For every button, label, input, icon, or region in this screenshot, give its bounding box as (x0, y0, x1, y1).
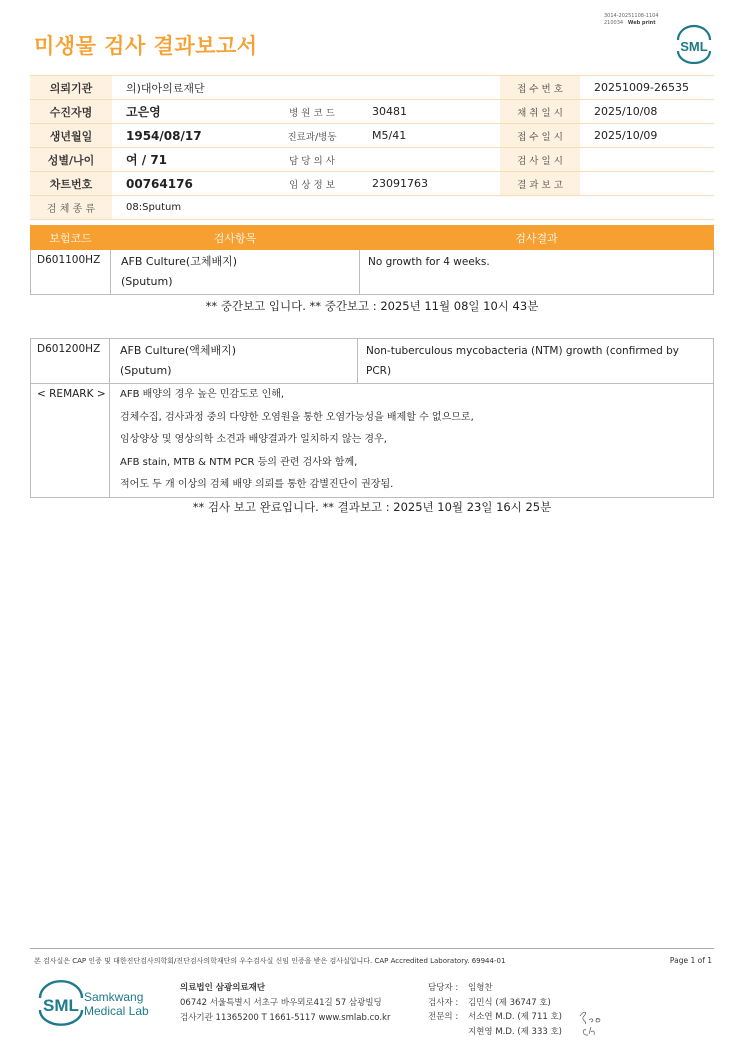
value-department: M5/41 (372, 129, 407, 142)
test2-result (358, 339, 714, 384)
test2-item-specimen: (Sputum) (120, 364, 172, 377)
info-row (30, 75, 714, 100)
label-department: 진료과/병동 (287, 131, 337, 143)
test1-item-name: AFB Culture(고체배지) (121, 255, 238, 268)
label-physician: 담 당 의 사 (289, 155, 335, 167)
staff-role: 담당자 : (428, 983, 459, 993)
value-clinical-info: 23091763 (372, 177, 428, 190)
value-patient-name: 고은영 (126, 105, 161, 119)
staff-row (428, 981, 562, 996)
handwritten-signature (576, 1008, 612, 1038)
value-requester: 의)대아의료재단 (126, 81, 205, 95)
test2-result-line1: Non-tuberculous mycobacteria (NTM) growth (confirmed by (366, 345, 680, 357)
info-row (30, 148, 714, 172)
remark-line: AFB stain, MTB & NTM PCR 등의 관련 검사와 함께, (120, 456, 358, 468)
info-row (30, 196, 714, 220)
page-number: Page 1 of 1 (669, 956, 712, 965)
test1-code: D601100HZ (31, 250, 111, 295)
test2-item (110, 339, 358, 384)
final-report-note: ** 검사 보고 완료입니다. ** 결과보고 : 2025년 10월 23일 16시 25분 (192, 500, 552, 514)
label-patient-name: 수진자명 (30, 100, 112, 123)
label-test-date: 검 사 일 시 (500, 148, 580, 171)
test2-result-line2: PCR) (366, 365, 392, 377)
organization-name: 의료법인 삼광의료재단 (180, 983, 266, 993)
info-row (30, 124, 714, 148)
staff-role: 전문의 : (428, 1012, 459, 1022)
logo-name-line1: Samkwang (84, 990, 144, 1004)
remark-line: AFB 배양의 경우 높은 민감도로 인해, (120, 389, 285, 400)
label-accession-no: 접 수 번 호 (500, 76, 580, 99)
remark-row (31, 384, 714, 498)
value-specimen-type: 08:Sputum (126, 202, 182, 213)
test1-result: No growth for 4 weeks. (360, 250, 714, 295)
test1-item (111, 250, 360, 295)
test1-item-specimen: (Sputum) (121, 275, 173, 288)
label-sex-age: 성별/나이 (30, 148, 112, 171)
print-code-line1: 3014-20251108-1104 (604, 13, 659, 19)
label-chart-no: 차트번호 (30, 172, 112, 195)
value-sex-age: 여 / 71 (126, 153, 168, 167)
web-print-label: Web print (627, 20, 656, 26)
results-table-2 (30, 338, 714, 498)
staff-role: 검사자 : (428, 997, 459, 1008)
test2-code: D601200HZ (31, 339, 110, 384)
results-table-1 (30, 225, 714, 295)
value-hospital-code: 30481 (372, 105, 407, 118)
results-header (31, 226, 714, 250)
organization-address: 06742 서울특별시 서초구 바우뫼로41길 57 삼광빌딩 (180, 998, 382, 1008)
staff-row (428, 1010, 562, 1025)
staff-name: 김민식 (제 36747 호) (468, 997, 551, 1008)
accreditation-notice: 본 검사실은 CAP 인증 및 대한진단검사의학회/진단검사의학재단의 우수검사실 신임 인증을 받은 검사실입니다. CAP Accredited Laboratory. 69944-01 (34, 957, 506, 965)
label-specimen-type: 검 체 종 류 (30, 196, 112, 219)
staff-name: 지현영 M.D. (제 333 호) (468, 1026, 563, 1037)
table-row (31, 339, 714, 384)
sml-logo (672, 24, 716, 64)
samkwang-logo (38, 980, 158, 1026)
label-clinical-info: 임 상 정 보 (289, 179, 335, 191)
footer-divider (30, 948, 714, 949)
header-test-item: 검사항목 (111, 226, 360, 250)
logo-text: SML (43, 996, 79, 1015)
staff-name: 임형찬 (468, 983, 493, 993)
logo-text: SML (680, 39, 708, 54)
info-row (30, 100, 714, 124)
staff-row (428, 1025, 562, 1040)
label-requester: 의뢰기관 (30, 76, 112, 99)
label-collection-date: 채 취 일 시 (500, 100, 580, 123)
value-result-report (580, 172, 714, 195)
staff-name: 서소연 M.D. (제 711 호) (468, 1012, 563, 1022)
remark-text (110, 384, 714, 498)
interim-report-note: ** 중간보고 입니다. ** 중간보고 : 2025년 11월 08일 10시 43분 (205, 299, 539, 313)
patient-info-table (30, 75, 714, 220)
header-insurance-code: 보험코드 (31, 226, 111, 250)
organization-contact: 검사기관 11365200 T 1661-5117 www.smlab.co.kr (180, 1013, 391, 1023)
print-code-id: 210034 (604, 20, 624, 26)
value-birthdate: 1954/08/17 (126, 128, 202, 143)
staff-list (428, 981, 562, 1039)
value-test-date (580, 148, 714, 171)
label-result-report: 결 과 보 고 (500, 172, 580, 195)
organization-info (180, 981, 390, 1026)
remark-line: 적어도 두 개 이상의 검체 배양 의뢰를 통한 감별진단이 권장됨. (120, 479, 394, 490)
info-row (30, 172, 714, 196)
report-title: 미생물 검사 결과보고서 (34, 34, 258, 58)
remark-line: 임상양상 및 영상의학 소견과 배양결과가 일치하지 않는 경우, (120, 434, 387, 445)
print-code (604, 13, 659, 27)
value-received-date: 2025/10/09 (594, 129, 658, 142)
value-physician (358, 148, 500, 171)
header-test-result: 검사결과 (360, 226, 714, 250)
remark-line: 검체수집, 검사과정 중의 다양한 오염원을 통한 오염가능성을 배제할 수 없으므로, (120, 411, 474, 423)
label-hospital-code: 병 원 코 드 (289, 107, 335, 119)
value-accession-no: 20251009-26535 (594, 81, 689, 94)
staff-row (428, 996, 562, 1011)
label-birthdate: 생년월일 (30, 124, 112, 147)
remark-label: < REMARK > (31, 384, 110, 498)
value-collection-date: 2025/10/08 (594, 105, 658, 118)
value-chart-no: 00764176 (126, 176, 193, 191)
label-received-date: 접 수 일 시 (500, 124, 580, 147)
logo-name-line2: Medical Lab (84, 1004, 149, 1018)
test2-item-name: AFB Culture(액체배지) (120, 344, 237, 357)
table-row (31, 250, 714, 295)
